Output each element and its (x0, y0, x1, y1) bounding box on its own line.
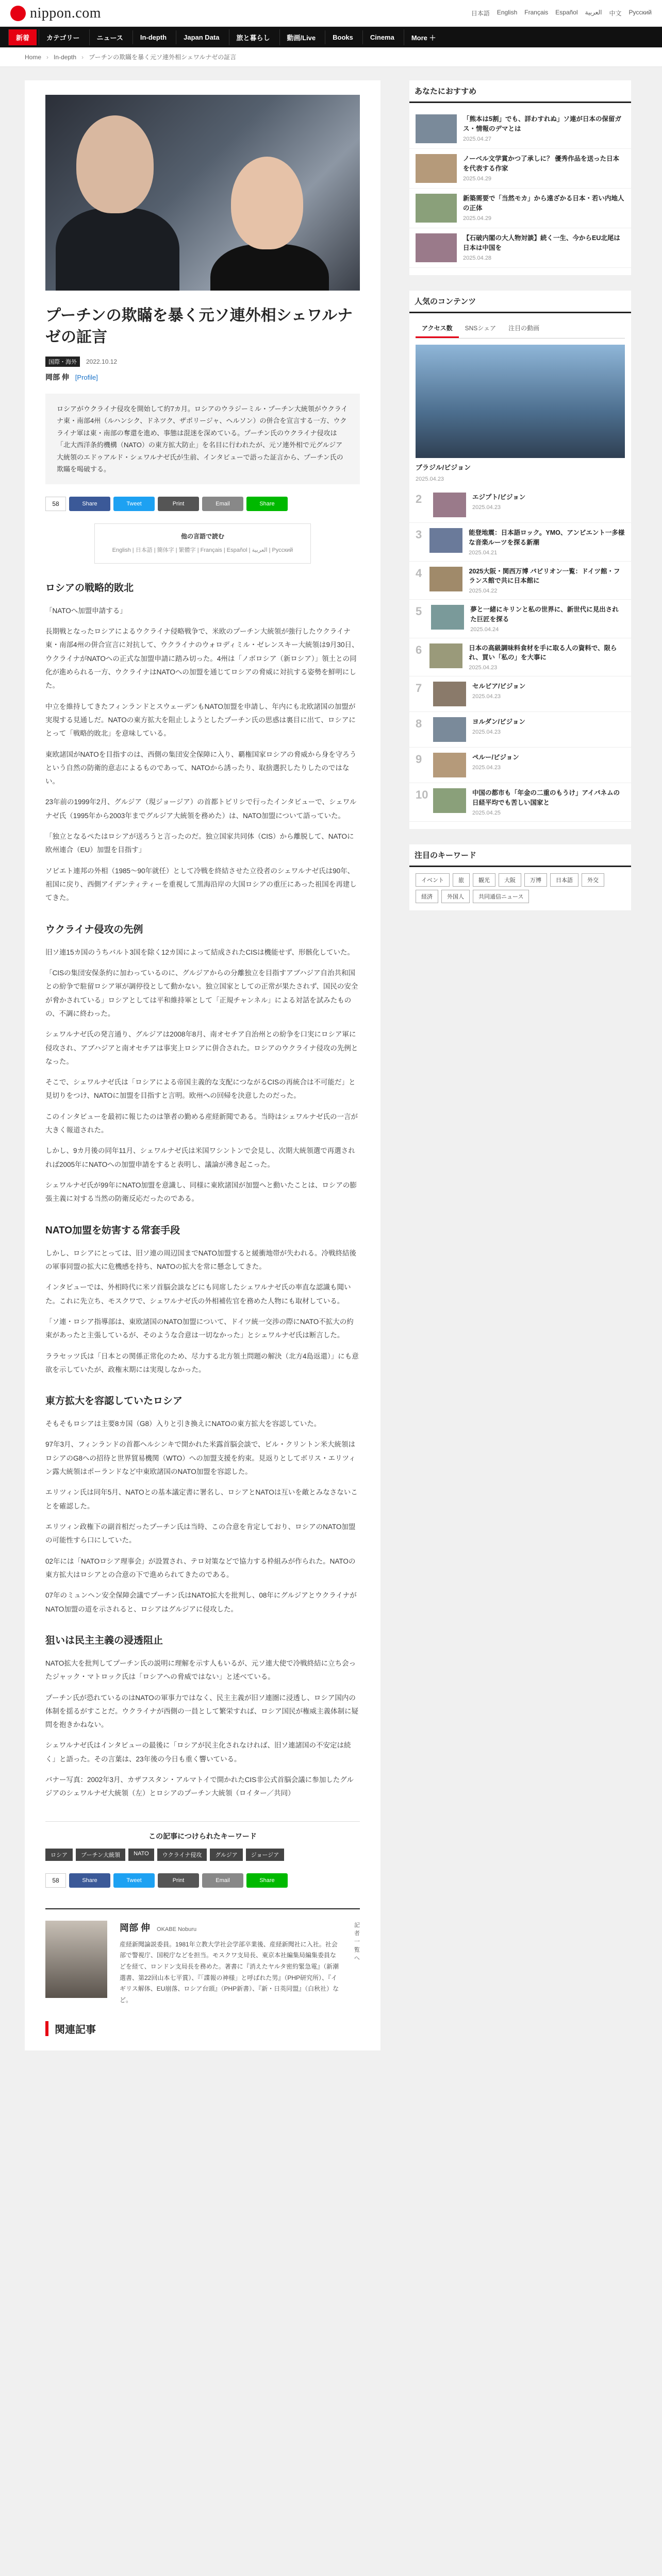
other-languages-box (94, 523, 311, 563)
article-paragraph: そもそもロシアは主要8カ国（G8）入りと引き換えにNATOの東方拡大を容認していた。 (45, 1420, 321, 1428)
ranking-title-text: 2025大阪・関西万博 パビリオン一覧：ドイツ館・フランス館で共に日本館に (469, 567, 620, 585)
sidebar (409, 80, 631, 2050)
profile-name (120, 1921, 342, 1934)
side-keyword-chip[interactable]: 観光 (473, 873, 495, 887)
line-share-button[interactable]: Share (246, 1873, 288, 1888)
side-keyword-chip[interactable]: 経済 (416, 890, 438, 903)
email-button[interactable]: Email (202, 497, 243, 511)
ranking-text (469, 567, 625, 595)
side-keywords-title: 注目のキーワード (409, 844, 631, 867)
language-link[interactable]: العربية (585, 9, 602, 16)
nav-item[interactable]: Cinema (362, 30, 402, 44)
site-logo[interactable]: nippon.com (30, 5, 101, 21)
share-bar (45, 497, 360, 511)
article-paragraph: シェワルナゼ氏の発言通り、グルジアは2008年8月、南オセチア自治州との紛争を口実にロシア軍に侵攻され、アブハジアと南オセチアは事実上ロシアに併合された。ロシアのウクライナ侵攻の先例となった。 (45, 1030, 358, 1065)
keyword-tag[interactable]: ジョージア (246, 1849, 285, 1861)
article-paragraph: 97年3月、フィンランドの首都ヘルシンキで開かれた米露首脳会談で、ビル・クリントン米大統領はロシアのG8への招待と世界貿易機関（WTO）への加盟支援を約束。見返りとしてボリス・エリツィン露大統領はポーランドなど中東欧諸国のNATO加盟を容認した。 (45, 1440, 356, 1476)
breadcrumb-separator-icon: › (46, 53, 49, 61)
recommend-title-text: 「熊本は5割」でも、詳わすれぬ」ソ連が日本の保留ガス・情報のデマとは (463, 115, 621, 132)
ranking-date: 2025.04.22 (469, 588, 498, 594)
ranking-feature-caption[interactable]: ブラジル/ビジョン (416, 464, 471, 471)
publish-date: 2022.10.12 (86, 358, 118, 365)
ranking-text (469, 643, 625, 671)
article-paragraph: 中立を維持してきたフィンランドとスウェーデンもNATO加盟を申請し、年内にも北欧諸国の加盟が実現する見通しだ。NATOの東方拡大を阻止しようとしたプーチン氏の思惑は裏目に出て、ロシアにとって「戦略的敗北」を意味している。 (45, 702, 356, 738)
ranking-thumbnail (429, 643, 462, 668)
side-keyword-chip[interactable]: 共同通信ニュース (473, 890, 529, 903)
ranking-date: 2025.04.23 (469, 665, 498, 671)
breadcrumb-home[interactable]: Home (25, 53, 42, 61)
article-paragraph: 「ソ連・ロシア指導部は、東欧諸国のNATO加盟について、ドイツ統一交渉の際にNATO不拡大の約束があったと主張しているが、そのような合意は一切なかった」とシェワルナゼ氏は断言した。 (45, 1317, 354, 1340)
recommend-thumbnail (416, 154, 457, 183)
nav-item[interactable]: Japan Data (176, 30, 226, 44)
facebook-share-button[interactable]: Share (69, 1873, 110, 1888)
article-paragraph: 23年前の1999年2月、グルジア（現ジョージア）の首都トビリシで行ったインタビューで、シェワルナゼ氏（1995年から2003年までグルジア大統領を務めた）は、NATO加盟について語っていた。 (45, 798, 357, 820)
article-paragraph: このインタビューを最初に報じたのは筆者の勤める産経新聞である。当時はシェワルナゼ氏の一言が大きく報道された。 (45, 1112, 358, 1134)
article-paragraph: エリツィン政権下の副首相だったプーチン氏は当時、この合意を肯定しており、ロシアのNATO加盟の可能性すら口にしていた。 (45, 1523, 356, 1545)
recommend-date: 2025.04.28 (463, 255, 492, 261)
recommend-text (463, 194, 625, 223)
keyword-box (409, 844, 631, 910)
logo-mark-icon (10, 6, 26, 21)
profile-name-text: 岡部 伸 (120, 1922, 151, 1933)
ranking-feature-image[interactable] (416, 345, 625, 458)
ranking-thumbnail (431, 605, 464, 630)
ranking-feature-date: 2025.04.23 (416, 476, 444, 482)
nav-item[interactable]: ニュース (89, 29, 130, 45)
section-heading: NATO加盟を妨害する常套手段 (45, 1225, 180, 1236)
author-line (45, 372, 360, 382)
ranking-text (470, 605, 625, 633)
side-keyword-chip[interactable]: 外交 (582, 873, 604, 887)
article-paragraph: 東欧諸国がNATOを目指すのは、西側の集団安全保障に入り、覇権国家ロシアの脅威から身を守ろうという自然の防衛的意志によるものであって、NATOから誘ったり、取捨選択したりしたのではない。 (45, 750, 357, 786)
ranking-item[interactable] (409, 487, 631, 523)
ranking-title-text: ヨルダン/ビジョン (472, 718, 525, 725)
article-paragraph: エリツィン氏は同年5月、NATOとの基本議定書に署名し、ロシアとNATOは互いを敵とみなさないことを確認した。 (45, 1488, 358, 1510)
recommend-text (463, 233, 625, 262)
recommend-title-text: 新築需要で「当然モカ」から遠ざかる日本・若い内地人の正体 (463, 195, 624, 212)
share-count: 58 (45, 497, 66, 511)
ranking-number: 5 (416, 605, 422, 618)
profile-romaji: OKABE Noburu (157, 1926, 197, 1933)
ranking-tab[interactable]: SNSシェア (465, 325, 496, 332)
share-bar-bottom (45, 1873, 360, 1888)
article-paragraph: バナー写真：2002年3月、カザフスタン・アルマトイで開かれたCIS非公式首脳会議に参加したグルジアのシェワルナゼ大統領（左）とロシアのプーチン大統領（ロイター／共同） (45, 1776, 354, 1798)
other-languages-title: 他の言語で読む (180, 533, 224, 540)
ranking-item[interactable] (409, 523, 631, 562)
article-paragraph: NATO拡大を批判してプーチン氏の説明に理解を示す人もいるが、元ソ連大使で冷戦終結に立ち会ったジャック・マトロック氏は「ロシアへの脅威ではない」と述べている。 (45, 1659, 356, 1681)
section-heading: ロシアの戦略的敗北 (45, 582, 134, 594)
author-name[interactable]: 岡部 伸 (45, 373, 69, 381)
category-tag[interactable]: 国際・海外 (45, 357, 80, 367)
section-heading: ウクライナ侵攻の先例 (45, 924, 143, 935)
ranking-thumbnail (433, 753, 466, 777)
keyword-tag[interactable]: ウクライナ侵攻 (157, 1849, 207, 1861)
breadcrumb-current: プーチンの欺瞞を暴く元ソ連外相シェワルナゼの証言 (89, 54, 237, 61)
language-link[interactable]: English (496, 9, 518, 16)
side-keyword-chip[interactable]: 大阪 (499, 873, 521, 887)
breadcrumb-separator-icon: › (81, 53, 84, 61)
print-button[interactable]: Print (158, 1873, 199, 1888)
side-keyword-chip[interactable]: 日本語 (550, 873, 578, 887)
breadcrumb (0, 47, 662, 67)
article-paragraph: 「独立となるぺたはロシアが送ろうと言ったのだ。独立国家共同体（CIS）から離脱して、NATOに欧州連合（EU）加盟を目指す」 (45, 833, 354, 854)
article-paragraph: 「CISの集団安保条約に加わっているのに、グルジアからの分離独立を目指すアブハジア自治共和国との紛争で駐留ロシア軍が調停役として動かない。独立国家としての正常が果たされず、国民の安全が脅かされている」ロシアとしては平和維持軍として「正規チャンネル」による対話を試みたものの、不調に終わった。 (45, 969, 358, 1018)
recommend-text (463, 114, 625, 143)
recommend-thumbnail (416, 233, 457, 262)
print-button[interactable]: Print (158, 497, 199, 511)
nav-item[interactable]: More ＋ (404, 29, 443, 45)
ranking-date: 2025.04.23 (472, 693, 501, 700)
language-link[interactable]: 日本語 (471, 10, 490, 17)
ranking-item[interactable] (409, 712, 631, 748)
ranking-item[interactable] (409, 676, 631, 712)
ranking-thumbnail (433, 788, 466, 813)
recommend-item[interactable] (409, 109, 631, 149)
ranking-box (409, 291, 631, 829)
ranking-number: 3 (416, 528, 422, 541)
ranking-tab[interactable]: 注目の動画 (508, 325, 540, 332)
ranking-number: 7 (416, 682, 422, 694)
recommend-title-text: ノーベル文学賞かつ了承しに？ 優秀作品を送った日本を代表する作家 (463, 155, 620, 172)
article-paragraph: プーチン氏が恐れているのはNATOの軍事力ではなく、民主主義が旧ソ連圏に浸透し、ロシア国内の体制を揺るがすことだ。ウクライナが西側の一員として繁栄すれば、ロシア国民が権威主義体制に疑問を抱きかねない。 (45, 1693, 359, 1729)
ranking-item[interactable] (409, 783, 631, 822)
ranking-thumbnail (429, 567, 462, 591)
side-keyword-chip[interactable]: イベント (416, 873, 450, 887)
ranking-title-text: 中国の都市も「年金の二重のもうけ」アイパネムの日経平均でも苦しい国家と (472, 789, 620, 806)
tweet-button[interactable]: Tweet (113, 497, 155, 511)
ranking-tabs (416, 319, 625, 338)
nav-item[interactable]: Books (325, 30, 360, 44)
author-profile-box (45, 1908, 360, 2006)
ranking-title-text: エジプト/ビジョン (472, 494, 526, 501)
ranking-number: 10 (416, 788, 428, 801)
nav-item[interactable]: 新着 (8, 29, 37, 45)
article-paragraph: そこで、シェワルナゼ氏は「ロシアによる帝国主義的な支配につながるCISの再統合は不可能だ」と見切りをつけ、NATOに加盟を目指すと言明。欧州への回帰を決意したのだった。 (45, 1078, 356, 1100)
share-count: 58 (45, 1873, 66, 1888)
hero-image (45, 95, 360, 291)
article-paragraph: 旧ソ連15カ国のうちバルト3国を除く12カ国によって結成されたCISは機能せず、形骸化していた。 (45, 948, 354, 956)
article-paragraph: インタビューでは、外相時代に米ソ首脳会談などにも同席したシェワルナゼ氏の率直な認識も聞いた。これに先立ち、モスクワで、シェワルナゼ氏の外相補佐官を務めた人物にも取材している。 (45, 1283, 351, 1305)
article-lead: ロシアがウクライナ侵攻を開始して約7カ月。ロシアのウラジーミル・プーチン大統領がウクライナ東・南部4州（ルハンシク、ドネツク、ザポリージャ、ヘルソン）の併合を宣言する一方、ウクライナ軍は東・南部の奪還を進め、事態は混迷を深めている。プーチン氏のウクライナ侵攻は「北大西洋条約機構（NATO）の東方拡大防止」を名目に行われたが、元ソ連外相で元グルジア大統領のエドゥアルド・シェワルナゼ氏が生前、インタビューで語った証言から、プーチン氏の欺瞞を喝破する。 (45, 394, 360, 484)
main-nav (0, 27, 662, 47)
ranking-title-text: ペルー/ビジョン (472, 754, 519, 761)
tweet-button[interactable]: Tweet (113, 1873, 155, 1888)
keyword-tag[interactable]: NATO (128, 1849, 154, 1861)
keyword-tag[interactable]: プーチン大統領 (76, 1849, 125, 1861)
profile-bio: 産経新聞論説委員。1981年立教大学社会学部卒業後、産経新聞社に入社。社会部で警視庁、国税庁などを担当。モスクワ支局長、東京本社編集局編集委員などを経て、ロンドン支局長を務めた。著書に『消えたヤルタ密約緊急電』（新潮選書、第22回山本七平賞）、『「諜報の神様」と呼ばれた男』（PHP研究所）、『イギリス解体、EU崩落、ロシア台頭』（PHP新書）、『新・日英同盟』（白秋社）など。 (120, 1940, 339, 2004)
ranking-number: 2 (416, 493, 422, 505)
ranking-item[interactable] (409, 562, 631, 600)
article-keywords (45, 1849, 360, 1861)
recommend-date: 2025.04.27 (463, 135, 492, 142)
recommend-date: 2025.04.29 (463, 175, 492, 182)
ranking-date: 2025.04.24 (470, 626, 499, 633)
article-meta (45, 357, 360, 367)
article-paragraph: しかし、ロシアにとっては、旧ソ連の周辺国までNATO加盟すると緩衝地帯が失われる。冷戦終結後の軍事同盟の拡大に危機感を持ち、NATOの拡大を常に懸念してきた。 (45, 1249, 356, 1270)
article-paragraph: 「NATOへ加盟申請する」 (45, 606, 127, 615)
ranking-title-text: セルビア/ビジョン (472, 683, 526, 690)
article-paragraph: ララセッツ氏は「日本との関係正常化のため、尽力する北方領土問題の解決（北方4島返還）」にも意欲を示していたが、政権末期には実現しなかった。 (45, 1352, 359, 1374)
ranking-thumbnail (433, 717, 466, 742)
ranking-tab[interactable]: アクセス数 (416, 319, 459, 338)
section-heading: 東方拡大を容認していたロシア (45, 1396, 183, 1407)
article-paragraph: シェワルナゼ氏が99年にNATO加盟を意識し、同様に東欧諸国が加盟へと動いたことは、ロシアの膨張主義に対する当然の防衛反応だったのである。 (45, 1181, 357, 1203)
ranking-item[interactable] (409, 748, 631, 783)
ranking-title-text: 夢と一緒にキリンと私の世界に、新世代に見出された巨匠を探る (470, 606, 619, 623)
ranking-text (472, 717, 525, 742)
email-button[interactable]: Email (202, 1873, 243, 1888)
author-photo (45, 1921, 107, 1998)
author-list-link[interactable]: 記者一覧へ (354, 1922, 360, 1961)
recommend-item[interactable] (409, 228, 631, 268)
recommend-text (463, 154, 625, 183)
ranking-number: 9 (416, 753, 422, 766)
language-link[interactable]: Français (524, 9, 549, 16)
ranking-number: 6 (416, 643, 422, 656)
ranking-text (472, 682, 525, 706)
ranking-item[interactable] (409, 600, 631, 638)
article-keywords-title: この記事につけられたキーワード (45, 1821, 360, 1841)
ranking-text (472, 788, 625, 816)
section-heading: 狙いは民主主義の浸透阻止 (45, 1635, 163, 1646)
ranking-text (472, 753, 519, 777)
ranking-thumbnail (433, 682, 466, 706)
ranking-title: 人気のコンテンツ (409, 291, 631, 313)
ranking-text (469, 528, 625, 556)
article-paragraph: シェワルナゼ氏はインタビューの最後に「ロシアが民主化されなければ、旧ソ連諸国の不安定は続く」と語った。その言葉は、23年後の今日も重く響いている。 (45, 1741, 351, 1763)
ranking-thumbnail (429, 528, 462, 553)
ranking-date: 2025.04.23 (472, 504, 501, 511)
ranking-date: 2025.04.25 (472, 809, 501, 816)
side-keyword-chip[interactable]: 旅 (453, 873, 470, 887)
language-link[interactable]: Русский (628, 9, 652, 16)
article-main (25, 80, 380, 2050)
author-profile-link[interactable]: [Profile] (75, 374, 98, 381)
top-bar (0, 0, 662, 27)
line-share-button[interactable]: Share (246, 497, 288, 511)
nav-item[interactable]: カテゴリー (39, 29, 87, 45)
facebook-share-button[interactable]: Share (69, 497, 110, 511)
language-link[interactable]: Español (555, 9, 578, 16)
ranking-date: 2025.04.23 (472, 764, 501, 771)
language-link[interactable]: 中文 (609, 10, 622, 17)
ranking-date: 2025.04.21 (469, 549, 498, 556)
ranking-thumbnail (433, 493, 466, 517)
related-articles-title: 関連記事 (45, 2021, 360, 2036)
recommend-item[interactable] (409, 189, 631, 228)
recommend-date: 2025.04.29 (463, 215, 492, 222)
side-keyword-chip[interactable]: 外国人 (441, 890, 470, 903)
other-languages-list[interactable]: English | 日本語 | 簡体字 | 繁體字 | Français | Español | العربية | Русский (112, 547, 293, 553)
recommend-title-text: 【石破内閣の大人物対談】続く一生、今からEU北尾は日本は中国を (463, 234, 620, 251)
article-paragraph: 02年には「NATOロシア理事会」が設置され、テロ対策などで協力する枠組みが作られた。NATOの東方拡大はロシアとの合意の下で進められてきたのである。 (45, 1557, 356, 1579)
ranking-number: 8 (416, 717, 422, 730)
nav-item[interactable]: 旅と暮らし (229, 29, 277, 45)
article-body (45, 580, 360, 1801)
page-title: プーチンの欺瞞を暴く元ソ連外相シェワルナゼの証言 (45, 307, 353, 346)
article-paragraph: 長期戦となったロシアによるウクライナ侵略戦争で、米欧のプーチン大統領が強行したウクライナ東・南部4州の併合宣言に対抗して、ウクライナのウォロディミル・ゼレンスキー大統領は9月30日、ウクライナがNATOへの正式な加盟申請に踏み切った。4州は「ノボロシア（新ロシア）」領土との同化が進められる一方、ウクライナはNATOへの加盟を通じてロシアの脅威に対抗する姿勢を鮮明にした。 (45, 628, 359, 690)
ranking-title-text: 日本の高級調味料食材を手に取る人の資料で、限られ、買い「私の」を大事に (469, 644, 617, 662)
recommend-thumbnail (416, 194, 457, 223)
recommend-box (409, 80, 631, 275)
nav-item[interactable]: 動画/Live (279, 29, 323, 45)
recommend-thumbnail (416, 114, 457, 143)
article-paragraph: 07年のミュンヘン安全保障会議でプーチン氏はNATO拡大を批判し、08年にグルジアとウクライナがNATO加盟の道を示されると、ロシアはグルジアに侵攻した。 (45, 1591, 357, 1613)
article-paragraph: しかし、9カ月後の同年11月、シェワルナゼ氏は米国ワシントンで会見し、次期大統領選で再選されれば2005年にNATOへの加盟申請をすると表明し、議論が沸き起こった。 (45, 1147, 355, 1168)
recommend-title: あなたにおすすめ (409, 80, 631, 103)
keyword-tag[interactable]: グルジア (210, 1849, 242, 1861)
ranking-item[interactable] (409, 638, 631, 677)
keyword-tag[interactable]: ロシア (45, 1849, 73, 1861)
ranking-date: 2025.04.23 (472, 728, 501, 735)
side-keyword-chip[interactable]: 万博 (524, 873, 547, 887)
breadcrumb-indepth[interactable]: In-depth (54, 53, 77, 61)
article-paragraph: ソビエト連邦の外相（1985〜90年就任）として冷戦を終結させた立役者のシェワルナゼ氏は90年、祖国に戻り、西側アイデンティティーを重視して黒海沿岸の大国ロシアの重圧にあった祖国を再建してきた。 (45, 867, 357, 902)
recommend-item[interactable] (409, 149, 631, 189)
ranking-number: 4 (416, 566, 422, 580)
ranking-text (472, 493, 525, 517)
nav-item[interactable]: In-depth (133, 30, 174, 44)
ranking-title-text: 能登地震：日本語ロック。YMO、アンビエント一多様な音楽ルーツを探る新潮 (469, 529, 625, 546)
language-switcher (471, 9, 652, 18)
